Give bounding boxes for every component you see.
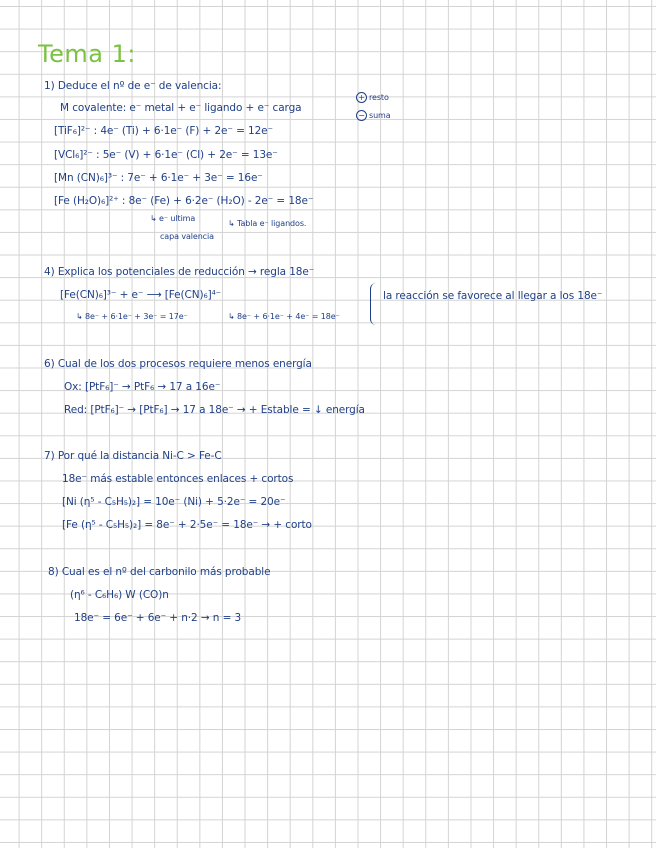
q6-oxidation: Ox: [PtF₆]⁻ → PtF₆ → 17 a 16e⁻	[64, 381, 221, 393]
q1-note-plus	[356, 92, 389, 103]
q8-header: 8) Cual es el nº del carbonilo más probable	[48, 566, 271, 578]
q1-header: 1) Deduce el nº de e⁻ de valencia:	[44, 80, 222, 92]
q7-line2: [Ni (η⁵ - C₅H₅)₂] = 10e⁻ (Ni) + 5·2e⁻ = 20e⁻	[62, 496, 286, 508]
q4-equation: [Fe(CN)₆]³⁻ + e⁻ ⟶ [Fe(CN)₆]⁴⁻	[60, 289, 222, 301]
q1-line-tif6: [TiF₆]²⁻ : 4e⁻ (Ti) + 6·1e⁻ (F) + 2e⁻ = 12e⁻	[54, 125, 273, 137]
q7-line1: 18e⁻ más estable entonces enlaces + cortos	[62, 473, 294, 485]
q1-note-minus-text: suma	[369, 111, 391, 120]
q6-header: 6) Cual de los dos procesos requiere menos energía	[44, 358, 312, 370]
q4-conclusion: la reacción se favorece al llegar a los 18e⁻	[383, 290, 603, 302]
q7-line3: [Fe (η⁵ - C₅H₅)₂] = 8e⁻ + 2·5e⁻ = 18e⁻ → + corto	[62, 519, 312, 531]
q4-count-reactant: ↳ 8e⁻ + 6·1e⁻ + 3e⁻ = 17e⁻	[76, 312, 188, 321]
q1-rule: M covalente: e⁻ metal + e⁻ ligando + e⁻ carga	[60, 102, 302, 114]
q1-line-mncn6: [Mn (CN)₆]³⁻ : 7e⁻ + 6·1e⁻ + 3e⁻ = 16e⁻	[54, 172, 263, 184]
q6-reduction: Red: [PtF₆]⁻ → [PtF₆] → 17 a 18e⁻ → + Estable = ↓ energía	[64, 404, 365, 416]
page-title: Tema 1:	[38, 40, 136, 68]
minus-circle-icon: −	[356, 110, 367, 121]
curly-brace	[370, 283, 379, 325]
q1-annotation-last-shell: ↳ e⁻ ultima	[150, 214, 196, 223]
q4-count-product: ↳ 8e⁻ + 6·1e⁻ + 4e⁻ = 18e⁻	[228, 312, 340, 321]
q8-solution: 18e⁻ = 6e⁻ + 6e⁻ + n·2 → n = 3	[74, 612, 242, 624]
q1-line-feh2o6: [Fe (H₂O)₆]²⁺ : 8e⁻ (Fe) + 6·2e⁻ (H₂O) - 2e⁻ = 18e⁻	[54, 195, 314, 207]
q4-header: 4) Explica los potenciales de reducción → regla 18e⁻	[44, 266, 315, 278]
q1-annotation-ligand-table: ↳ Tabla e⁻ ligandos.	[228, 219, 307, 228]
q8-formula: (η⁶ - C₆H₆) W (CO)n	[70, 589, 169, 601]
q1-line-vcl6: [VCl₆]²⁻ : 5e⁻ (V) + 6·1e⁻ (Cl) + 2e⁻ = 13e⁻	[54, 149, 278, 161]
plus-circle-icon: +	[356, 92, 367, 103]
q7-header: 7) Por qué la distancia Ni-C > Fe-C	[44, 450, 222, 462]
q1-annotation-valence-shell: capa valencia	[160, 232, 214, 241]
q1-note-plus-text: resto	[369, 93, 389, 102]
q1-note-minus	[356, 110, 391, 121]
